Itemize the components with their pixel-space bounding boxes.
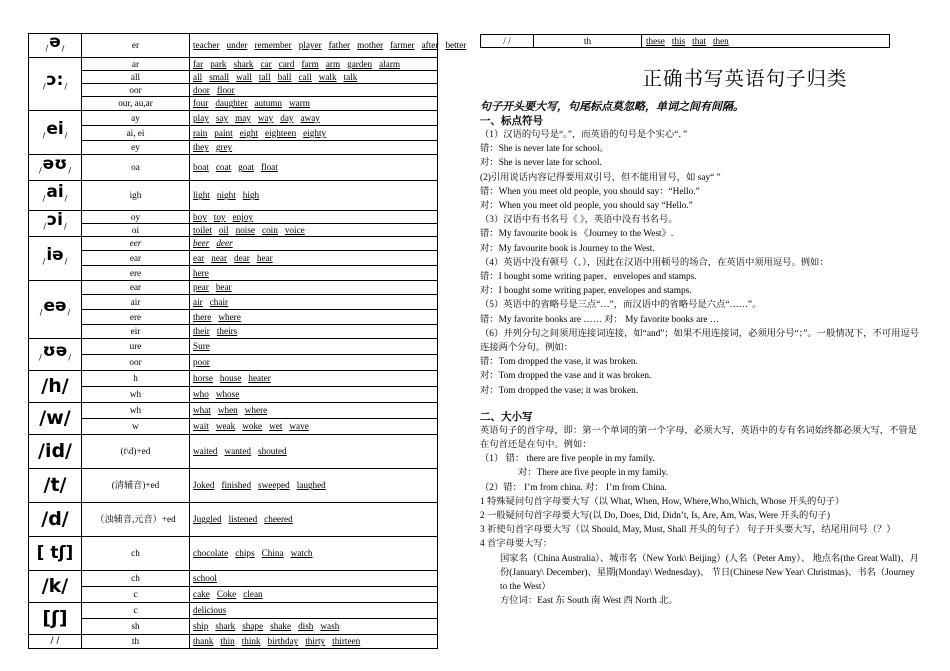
table-row <box>29 58 438 71</box>
example-word: four <box>193 98 209 109</box>
table-row <box>29 371 438 387</box>
table-row <box>29 237 438 251</box>
example-word: say <box>215 112 229 123</box>
example-words <box>190 503 438 537</box>
example-word: toilet <box>193 224 212 235</box>
example-word: oil <box>218 224 229 235</box>
table-row <box>29 155 438 181</box>
example-word: talk <box>343 71 358 82</box>
table-row <box>29 251 438 266</box>
table-row <box>29 310 438 325</box>
example-words <box>190 237 438 251</box>
rule-line: （4）英语中没有顿号（、），因此在汉语中用顿号的场合，在英语中须用逗号。例如： <box>480 257 829 268</box>
example-word: horse <box>193 373 213 384</box>
example-word: enjoy <box>232 211 253 222</box>
letter-group: ai, ei <box>82 126 190 141</box>
phonetic-symbol: $_/ai_/$ <box>29 181 82 211</box>
example-word: shake <box>270 621 292 632</box>
rule-line: 对：She is never late for school. <box>480 158 602 169</box>
letter-group: (t\d)+ed <box>82 435 190 469</box>
table-row <box>29 141 438 155</box>
letter-group: ear <box>82 281 190 295</box>
example-word: they <box>193 142 209 153</box>
example-word: heater <box>248 373 271 384</box>
example-word: clean <box>243 589 263 600</box>
example-word: remember <box>254 40 292 51</box>
page-title: 正确书写英语句子归类 <box>642 67 848 90</box>
example-word: boat <box>193 162 209 173</box>
phonetic-symbol: $_/$eə$_/$ <box>29 281 82 339</box>
example-word: dear <box>234 252 250 263</box>
rule-line: （5）英语中的省略号是三点“…”，而汉语中的省略号是六点“……”。 <box>480 300 762 311</box>
table-row <box>29 71 438 84</box>
table-row <box>29 224 438 237</box>
phonetic-symbol: $_/$ɔi$_/$ <box>29 211 82 237</box>
letter-group: oor <box>82 84 190 97</box>
phonetic-table <box>28 31 467 649</box>
table-row <box>29 34 438 58</box>
example-word: day <box>280 112 294 123</box>
example-word: shark <box>215 621 236 632</box>
example-words <box>190 224 438 237</box>
letter-group: sh <box>82 619 190 635</box>
example-words <box>190 34 467 58</box>
letter-group: th <box>534 35 642 48</box>
example-words <box>190 84 438 97</box>
rule-line: 1 特殊疑问句首字母要大写（以 What, When, How, Where,Who,Which, Whose 开头的句子） <box>480 496 845 507</box>
table-row <box>29 537 438 571</box>
letter-group: ure <box>82 339 190 355</box>
phonetic-symbol: / / <box>29 635 82 649</box>
table-row <box>29 211 438 224</box>
phonetic-symbol: /w/ <box>29 403 82 435</box>
example-word: where <box>218 311 241 322</box>
example-words <box>190 211 438 224</box>
letter-group: c <box>82 587 190 603</box>
example-word: theirs <box>216 326 238 337</box>
example-word: there <box>193 311 212 322</box>
example-words <box>190 587 438 603</box>
section-heading: 一、标点符号 <box>480 116 543 127</box>
rule-line: （2）错： I’m from china. 对： I’m from China. <box>480 482 667 493</box>
example-word: walk <box>318 71 337 82</box>
example-word: noise <box>235 224 255 235</box>
phonetic-symbol: /t/ <box>29 469 82 503</box>
table-row <box>29 111 438 126</box>
example-word: think <box>241 636 261 647</box>
example-word: alarm <box>379 58 401 69</box>
intro-rule: 句子开头要大写，句尾标点莫忽略，单词之间有间隔。 <box>480 101 744 113</box>
example-word: daughter <box>215 98 248 109</box>
letter-group: ay <box>82 111 190 126</box>
table-row <box>29 635 438 649</box>
example-word: better <box>445 40 467 51</box>
letter-group: (清辅音)+ed <box>82 469 190 503</box>
example-words <box>190 295 438 310</box>
example-word: sweeped <box>258 480 290 491</box>
example-words <box>190 181 438 211</box>
example-word: house <box>219 373 242 384</box>
example-word: warm <box>289 98 310 109</box>
example-words <box>190 266 438 281</box>
table-row <box>29 266 438 281</box>
example-word: eighteen <box>265 127 297 138</box>
example-word: cake <box>193 589 210 600</box>
example-word: ship <box>193 621 209 632</box>
table-row <box>481 35 890 48</box>
example-word: listened <box>228 514 258 525</box>
example-word: shouted <box>258 446 287 457</box>
example-word: eight <box>239 127 259 138</box>
table-row <box>29 126 438 141</box>
example-words <box>190 141 438 155</box>
letter-group: oor <box>82 355 190 371</box>
phonetic-symbol: [ʃ] <box>29 603 82 635</box>
table-row <box>29 295 438 310</box>
writing-rules-section <box>480 63 920 609</box>
rule-line: 对：My favourite book is Journey to the West. <box>480 243 655 254</box>
example-word: thirty <box>305 636 326 647</box>
example-word: wash <box>320 621 340 632</box>
letter-group: our, au,ar <box>82 97 190 111</box>
rule-line: (2)引用说话内容记得要用双引号，但不能用冒号，如 say“ ” <box>480 172 721 183</box>
example-word: then <box>712 36 729 46</box>
phonetic-symbol: /h/ <box>29 371 82 403</box>
example-word: father <box>328 40 351 51</box>
example-word: call <box>298 71 312 82</box>
rule-line: 3 祈使句首字母要大写（以 Should, May, Must, Shall 开头的句子） 句子开头要大写，结尾用问号（？） <box>480 525 896 536</box>
letter-group: eir <box>82 325 190 339</box>
letter-group: ar <box>82 58 190 71</box>
letter-group: oa <box>82 155 190 181</box>
phonetic-symbol: $_/$əʊ$_/$ <box>29 155 82 181</box>
example-word: dish <box>298 621 314 632</box>
example-word: school <box>193 573 217 584</box>
phonetic-symbol: /id/ <box>29 435 82 469</box>
example-words <box>190 281 438 295</box>
example-word: that <box>692 36 706 46</box>
table-row <box>29 181 438 211</box>
rule-line: 对：Tom dropped the vase and it was broken. <box>480 371 652 382</box>
letter-group: wh <box>82 387 190 403</box>
example-word: thank <box>193 636 214 647</box>
table-row <box>29 403 438 419</box>
example-words <box>190 371 438 387</box>
example-word: who <box>193 389 209 400</box>
example-word: play <box>193 112 209 123</box>
example-word: bear <box>215 282 232 293</box>
rule-line: （6）并列分句之间须用连接词连接，如“and”；如果不用连接词，必须用分号“；”。一般情况下，不可用逗号连接两个分句。例如： <box>480 328 919 354</box>
phonetic-symbol: $_/$iə$_/$ <box>29 237 82 281</box>
table-row <box>29 325 438 339</box>
example-word: whose <box>215 389 240 400</box>
table-row <box>29 387 438 403</box>
example-word: player <box>298 40 322 51</box>
example-word: weak <box>215 421 236 432</box>
example-word: light <box>193 190 210 201</box>
rule-line: 错：My favorite books are …… 对： My favorite books are … <box>480 314 720 325</box>
letter-group: er <box>82 34 190 58</box>
example-word: near <box>211 252 228 263</box>
example-word: chair <box>209 296 229 307</box>
example-word: chocolate <box>193 548 229 559</box>
example-word: wall <box>236 71 252 82</box>
rule-line: 错：When you meet old people, you should say：“Hello.” <box>480 186 700 197</box>
table-row <box>29 419 438 435</box>
example-word: thirteen <box>332 636 361 647</box>
letter-group: c <box>82 603 190 619</box>
example-word: car <box>260 58 272 69</box>
example-word: door <box>193 84 210 95</box>
rule-line: 2 一般疑问句首字母要大写(以 Do, Does, Did, Didn’t, Is, Are, Am, Was, Were 开头的句子) <box>480 511 830 522</box>
table-row <box>29 603 438 619</box>
rule-line: 错：She is never late for school。 <box>480 144 609 155</box>
example-word: high <box>242 190 260 201</box>
table-row <box>29 587 438 603</box>
example-words <box>190 355 438 371</box>
example-word: pear <box>193 282 209 293</box>
example-word: wait <box>193 421 209 432</box>
rule-line: （1） 错： there are five people in my family. <box>480 454 655 465</box>
letter-group: oi <box>82 224 190 237</box>
example-word: arm <box>325 58 341 69</box>
example-word: autumn <box>254 98 283 109</box>
example-word: this <box>671 36 686 46</box>
example-word: when <box>217 405 238 416</box>
phonetic-table-continued <box>480 34 890 48</box>
rule-line: 对：I bought some writing paper, envelopes and stamps. <box>480 286 692 297</box>
example-words <box>190 603 438 619</box>
rule-lines <box>480 115 920 609</box>
example-word: under <box>226 40 248 51</box>
example-words <box>190 155 438 181</box>
example-word: here <box>193 267 209 278</box>
example-word: grey <box>215 142 233 153</box>
example-words <box>190 97 438 111</box>
example-word: China <box>261 548 284 559</box>
example-word: deer <box>216 238 233 249</box>
example-word: all <box>193 71 203 82</box>
example-word: eighty <box>303 127 327 138</box>
letter-group: （浊辅音,元音）+ed <box>82 503 190 537</box>
example-words <box>190 111 438 126</box>
letter-group: eer <box>82 237 190 251</box>
example-word: coin <box>262 224 278 235</box>
example-word: floor <box>216 84 235 95</box>
example-word: birthday <box>267 636 299 647</box>
letter-group: wh <box>82 403 190 419</box>
table-row <box>29 469 438 503</box>
example-word: paint <box>214 127 233 138</box>
letter-group: h <box>82 371 190 387</box>
letter-group: ey <box>82 141 190 155</box>
letter-group: w <box>82 419 190 435</box>
table-row <box>29 619 438 635</box>
letter-group: air <box>82 295 190 310</box>
example-word: thin <box>220 636 235 647</box>
letter-group: ere <box>82 266 190 281</box>
example-word: garden <box>347 58 373 69</box>
example-words <box>190 419 438 435</box>
example-words <box>190 58 438 71</box>
rule-line: 对：When you meet old people, you should say “Hello.” <box>480 201 693 212</box>
example-words <box>190 403 438 419</box>
example-word: ball <box>277 71 292 82</box>
example-words <box>190 339 438 355</box>
example-words <box>190 387 438 403</box>
example-word: what <box>193 405 211 416</box>
example-word: wave <box>289 421 309 432</box>
example-words <box>190 310 438 325</box>
example-word: voice <box>284 224 305 235</box>
example-word: goat <box>238 162 254 173</box>
example-word: small <box>209 71 230 82</box>
example-words <box>642 35 890 48</box>
rule-line: 对：Tom dropped the vase; it was broken. <box>480 385 639 396</box>
example-words <box>190 126 438 141</box>
example-word: chips <box>235 548 255 559</box>
example-word: way <box>257 112 274 123</box>
rule-line: 错：I bought some writing paper、envelopes and stamps. <box>480 272 697 283</box>
rule-line: （1）汉语的句号是“。”，而英语的句号是个实心“．” <box>480 130 688 140</box>
example-words <box>190 71 438 84</box>
rule-line: 错：Tom dropped the vase, it was broken. <box>480 357 638 368</box>
example-word: farm <box>301 58 319 69</box>
example-word: card <box>278 58 295 69</box>
example-word: beer <box>193 238 210 249</box>
example-words <box>190 571 438 587</box>
letter-group: th <box>82 635 190 649</box>
example-word: farmer <box>390 40 415 51</box>
example-word: air <box>193 296 203 307</box>
example-word: after <box>421 40 439 51</box>
phonetic-symbol: $_/ei_/$ <box>29 111 82 155</box>
example-word: rain <box>193 127 208 138</box>
example-word: boy <box>193 211 207 222</box>
example-word: waited <box>193 446 218 457</box>
table-row <box>29 339 438 355</box>
section-heading: 方位词：East 东 South 南 West 西 North 北。 <box>500 596 678 607</box>
phonetic-symbol: $_/ɔ:_/$ <box>29 58 82 111</box>
letter-group: oy <box>82 211 190 224</box>
letter-group: ch <box>82 571 190 587</box>
example-word: far <box>193 58 204 69</box>
example-word: poor <box>193 357 210 368</box>
letter-group: ere <box>82 310 190 325</box>
table-row <box>29 503 438 537</box>
phonetic-symbol: $_/$ʊə$_/$ <box>29 339 82 371</box>
rule-line: 4 首字母要大写： <box>480 539 553 550</box>
example-word: Sure <box>193 341 210 352</box>
example-word: ear <box>193 252 205 263</box>
example-words <box>190 469 438 503</box>
example-word: these <box>646 36 665 46</box>
phonetic-symbol: /d/ <box>29 503 82 537</box>
letter-group: ear <box>82 251 190 266</box>
example-word: Coke <box>216 589 237 600</box>
example-word: mother <box>357 40 384 51</box>
example-word: where <box>244 405 268 416</box>
table-row <box>29 355 438 371</box>
example-word: hear <box>256 252 273 263</box>
example-word: park <box>210 58 227 69</box>
table-row <box>29 97 438 111</box>
phonetic-symbol: [ tʃ] <box>29 537 82 571</box>
example-word: toy <box>213 211 226 222</box>
example-word: may <box>235 112 251 123</box>
rule-line: 英语句子的首字母，即：第一个单词的第一个字母，必须大写，英语中的专有名词始终都必须大写，不管是在句首还是在句中。例如： <box>480 425 917 451</box>
example-word: teacher <box>193 40 220 51</box>
section-heading: 二、大小写 <box>480 411 533 423</box>
example-word: float <box>260 162 278 173</box>
example-words <box>190 537 438 571</box>
example-word: woke <box>242 421 263 432</box>
table-row <box>29 435 438 469</box>
example-word: tall <box>258 71 271 82</box>
example-word: their <box>193 326 210 337</box>
table-row <box>29 571 438 587</box>
example-words <box>190 635 438 649</box>
example-word: shape <box>242 621 264 632</box>
letter-group: all <box>82 71 190 84</box>
example-word: away <box>300 112 320 123</box>
phonetic-symbol: $_/$ə$_/$ <box>29 34 82 58</box>
rule-line: 对：There are five people in my family. <box>518 468 668 479</box>
example-word: delicious <box>193 605 227 616</box>
example-word: wanted <box>224 446 252 457</box>
example-word: wet <box>269 421 283 432</box>
example-word: Juggled <box>193 514 222 525</box>
example-word: finished <box>221 480 252 491</box>
rule-line: 错：My favourite book is 《Journey to the West》. <box>480 229 674 240</box>
example-word: Joked <box>193 480 215 491</box>
letter-group: igh <box>82 181 190 211</box>
example-word: cheered <box>264 514 293 525</box>
example-word: watch <box>290 548 313 559</box>
section-heading: 国家名（China Australia）、城市名（New York\ Beijing）(人名（Peter Amy）、 地点名(the Great Wall)、月份(January\ December)、星期(Monday\ Wednesday)、 节日(Chinese New Year\ Christmas)、书名（Journey to the West） <box>500 553 919 593</box>
table-row <box>29 281 438 295</box>
example-words <box>190 619 438 635</box>
example-word: laughed <box>296 480 326 491</box>
example-word: night <box>216 190 236 201</box>
example-word: coat <box>215 162 232 173</box>
example-word: shark <box>233 58 254 69</box>
phonetic-symbol: /k/ <box>29 571 82 603</box>
table-row <box>29 84 438 97</box>
example-words <box>190 251 438 266</box>
rule-line: （3）汉语中有书名号《 》，英语中没有书名号。 <box>480 215 678 226</box>
phonetic-symbol: / / <box>481 35 534 48</box>
example-words <box>190 435 438 469</box>
example-words <box>190 325 438 339</box>
letter-group: ch <box>82 537 190 571</box>
